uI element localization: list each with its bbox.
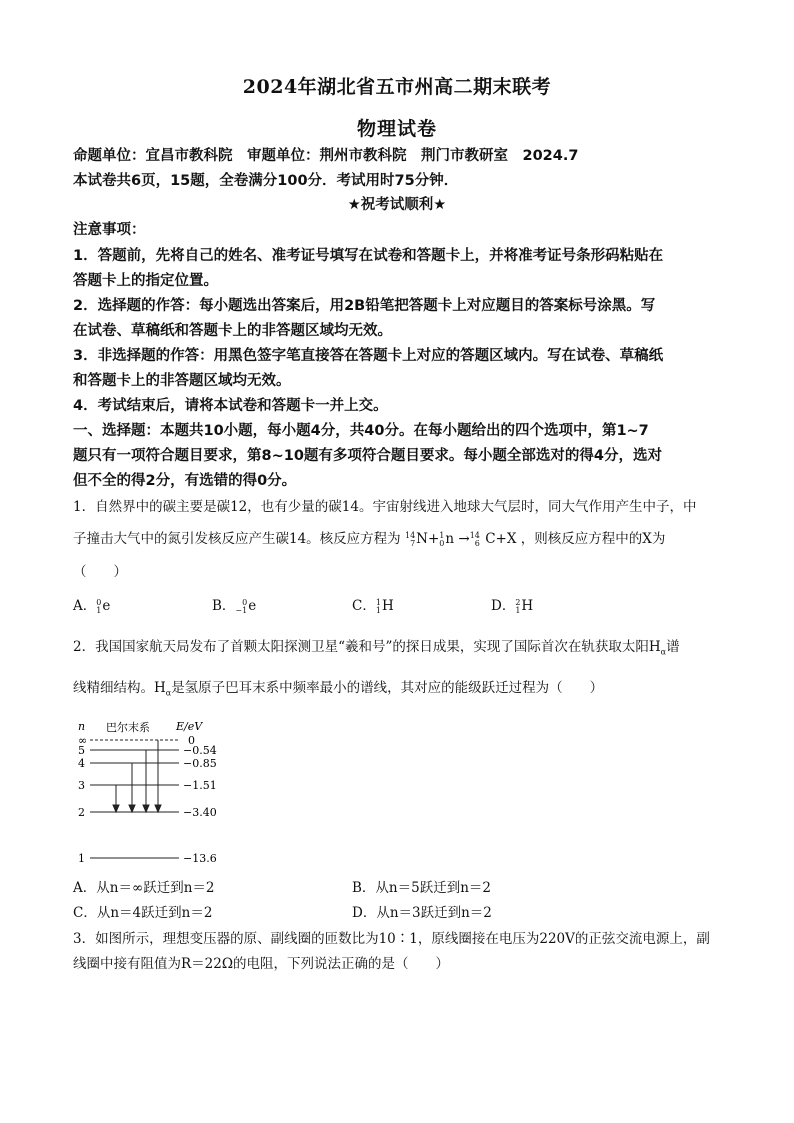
reaction-arrow: → xyxy=(458,531,470,547)
carbon-isotope: 14 6 xyxy=(469,530,480,548)
note-line: 答题卡上的指定位置。 xyxy=(73,273,218,289)
note-line: 和答题卡上的非答题区域均无效。 xyxy=(73,373,291,389)
exam-title: 2024年湖北省五市州高二期末联考 xyxy=(242,76,552,98)
q3-text-line: 线圈中接有阻值为R＝22Ω的电阻，下列说法正确的是（ ） xyxy=(73,956,450,972)
q2-text-line: 线精细结构。$H_\alpha$是氢原子巴耳末系中频率最小的谱线，其对应的能级跃迁过程为（ ） xyxy=(73,680,604,698)
neutron-symbol: n xyxy=(445,531,455,547)
section-heading-line: 题只有一项符合题目要求，第8~10题有多项符合题目要求。每小题全部选对的得4分，选对 xyxy=(73,448,663,464)
level-n-label: 3 xyxy=(78,779,85,792)
q1-option-a: A． 0 1 e xyxy=(73,597,111,615)
q2-option-c: C．从n＝4跃迁到n＝2 xyxy=(73,905,213,921)
transition-arrowhead xyxy=(129,805,135,812)
transition-arrowhead xyxy=(143,805,149,812)
plus-sign: + xyxy=(427,531,440,547)
note-line: 3．非选择题的作答：用黑色签字笔直接答在答题卡上对应的答题区域内。写在试卷、草稿纸 xyxy=(73,348,664,364)
q1-text-line: 1．自然界中的碳主要是碳12，也有少量的碳14。宇宙射线进入地球大气层时，同大气作用产生中子，中 xyxy=(73,499,697,515)
series-label: 巴尔末系 xyxy=(106,721,150,734)
exam-subject: 物理试卷 xyxy=(356,118,437,140)
note-line: 2．选择题的作答：每小题选出答案后，用2B铅笔把答题卡上对应题目的答案标号涂黑。写 xyxy=(73,298,656,314)
level-energy-label: −0.54 xyxy=(183,744,217,757)
q1-option-c: C． 1 1 H xyxy=(352,597,394,615)
energy-axis-label: E/eV xyxy=(176,720,203,733)
nitrogen-symbol: N xyxy=(416,531,428,547)
note-line: 1．答题前，先将自己的姓名、准考证号填写在试卷和答题卡上，并将准考证号条形码粘贴在 xyxy=(73,248,664,264)
level-n-label: 4 xyxy=(78,757,85,770)
level-energy-label: −0.85 xyxy=(183,757,217,770)
q2-option-a: A．从n＝∞跃迁到n＝2 xyxy=(73,880,215,896)
exam-info-line: 本试卷共6页，15题，全卷满分100分．考试用时75分钟． xyxy=(73,173,459,189)
q2-option-b: B．从n＝5跃迁到n＝2 xyxy=(352,880,491,896)
note-line: 4．考试结束后，请将本试卷和答题卡一并上交。 xyxy=(73,398,388,414)
note-line: 在试卷、草稿纸和答题卡上的非答题区域均无效。 xyxy=(73,323,392,339)
product-x: +X xyxy=(495,531,517,547)
nitrogen-isotope: 14 7 xyxy=(404,530,416,548)
q2-text-line: 2．我国国家航天局发布了首颗太阳探测卫星“羲和号”的探日成果，实现了国际首次在轨获取太阳$H_\alpha$谱 xyxy=(73,639,680,657)
transition-arrowhead xyxy=(113,805,119,812)
q2-option-d: D．从n＝3跃迁到n＝2 xyxy=(352,905,492,921)
q1-option-d: D． 2 1 H xyxy=(491,597,534,615)
level-n-label: 1 xyxy=(78,852,85,865)
good-luck-line: ★祝考试顺利★ xyxy=(347,197,447,213)
neutron-isotope: 1 0 xyxy=(439,530,445,548)
level-energy-label: −3.40 xyxy=(183,806,217,819)
energy-level-diagram xyxy=(74,716,234,868)
level-energy-label: 0 xyxy=(188,734,195,747)
level-energy-label: −13.6 xyxy=(183,852,217,865)
level-n-label: ∞ xyxy=(78,734,88,747)
section-heading-line: 但不全的得2分，有选错的得0分。 xyxy=(73,473,297,489)
authors-line: 命题单位：宜昌市教科院 审题单位：荆州市教科院 荆门市教研室 2024.7 xyxy=(73,148,579,164)
notes-heading: 注意事项： xyxy=(73,222,146,238)
q3-text-line: 3．如图所示，理想变压器的原、副线圈的匝数比为10∶1，原线圈接在电压为220V的正弦交流电源上，副 xyxy=(73,931,710,947)
q1-blank: （ ） xyxy=(73,564,127,580)
q1-equation-line xyxy=(73,529,733,549)
level-n-label: 2 xyxy=(78,806,85,819)
section-heading-line: 一、选择题：本题共10小题，每小题4分，共40分。在每小题给出的四个选项中，第1~7 xyxy=(73,423,649,439)
level-n-label: 5 xyxy=(78,744,85,757)
q1-text: ，则核反应方程中的X为 xyxy=(520,531,666,547)
q1-text: 子撞击大气中的氮引发核反应产生碳14。核反应方程为 xyxy=(73,531,401,547)
carbon-symbol: C xyxy=(485,531,496,547)
q1-option-b: B． 0 −1 e xyxy=(212,597,257,615)
level-energy-label: −1.51 xyxy=(183,779,217,792)
n-axis-label: n xyxy=(78,720,86,733)
transition-arrowhead xyxy=(155,805,161,812)
